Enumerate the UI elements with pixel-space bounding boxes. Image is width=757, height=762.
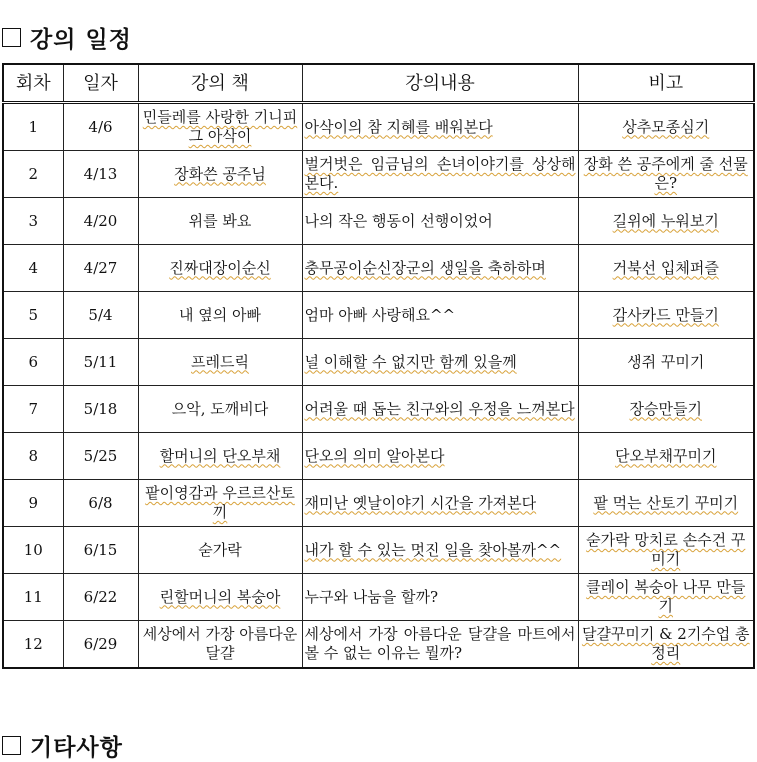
session-number: 12	[3, 621, 63, 669]
table-row	[3, 433, 754, 480]
lecture-content: 누구와 나눔을 할까?	[302, 574, 578, 621]
table-row	[3, 621, 754, 669]
table-row	[3, 292, 754, 339]
session-number: 11	[3, 574, 63, 621]
note-activity: 팥 먹는 산토기 꾸미기	[578, 480, 754, 527]
lecture-content: 엄마 아빠 사랑해요^^	[302, 292, 578, 339]
session-number: 1	[3, 103, 63, 151]
table-row	[3, 527, 754, 574]
checkbox-square-icon	[2, 28, 21, 47]
lecture-content: 세상에서 가장 아름다운 달걀을 마트에서 볼 수 없는 이유는 뭘까?	[302, 621, 578, 669]
column-header-session: 회차	[3, 64, 63, 103]
other-heading	[2, 731, 123, 759]
book-title: 팥이영감과 우르르산토끼	[138, 480, 302, 527]
note-activity: 장화 쓴 공주에게 줄 선물은?	[578, 151, 754, 198]
table-header-row	[3, 64, 754, 103]
schedule-heading-text: 강의 일정	[30, 26, 132, 53]
table-body	[3, 103, 754, 669]
session-date: 6/8	[63, 480, 138, 527]
book-title: 장화쓴 공주님	[138, 151, 302, 198]
lecture-content: 어려울 때 돕는 친구와의 우정을 느껴본다	[302, 386, 578, 433]
checkbox-square-icon	[2, 736, 21, 755]
book-title: 진짜대장이순신	[138, 245, 302, 292]
book-title: 민들레를 사랑한 기니피그 아삭이	[138, 103, 302, 151]
book-title: 숟가락	[138, 527, 302, 574]
note-activity: 거북선 입체퍼즐	[578, 245, 754, 292]
session-number: 8	[3, 433, 63, 480]
session-number: 7	[3, 386, 63, 433]
lecture-content: 널 이해할 수 없지만 함께 있을께	[302, 339, 578, 386]
lecture-content: 아삭이의 참 지혜를 배워본다	[302, 103, 578, 151]
table-row	[3, 245, 754, 292]
column-header-date: 일자	[63, 64, 138, 103]
session-number: 10	[3, 527, 63, 574]
book-title: 내 옆의 아빠	[138, 292, 302, 339]
note-activity: 감사카드 만들기	[578, 292, 754, 339]
table-row	[3, 151, 754, 198]
column-header-content: 강의내용	[302, 64, 578, 103]
session-number: 9	[3, 480, 63, 527]
lecture-content: 단오의 의미 알아본다	[302, 433, 578, 480]
session-date: 6/22	[63, 574, 138, 621]
session-date: 4/27	[63, 245, 138, 292]
table-row	[3, 386, 754, 433]
note-activity: 길위에 누워보기	[578, 198, 754, 245]
column-header-book: 강의 책	[138, 64, 302, 103]
lecture-content: 벌거벗은 임금님의 손녀이야기를 상상해본다.	[302, 151, 578, 198]
table-row	[3, 198, 754, 245]
note-activity: 단오부채꾸미기	[578, 433, 754, 480]
session-number: 5	[3, 292, 63, 339]
book-title: 린할머니의 복숭아	[138, 574, 302, 621]
lecture-content: 재미난 옛날이야기 시간을 가져본다	[302, 480, 578, 527]
lecture-content: 나의 작은 행동이 선행이었어	[302, 198, 578, 245]
session-date: 5/11	[63, 339, 138, 386]
table-row	[3, 480, 754, 527]
note-activity: 상추모종심기	[578, 103, 754, 151]
book-title: 위를 봐요	[138, 198, 302, 245]
note-activity: 숟가락 망치로 손수건 꾸미기	[578, 527, 754, 574]
note-activity: 달걀꾸미기 & 2기수업 총정리	[578, 621, 754, 669]
table-row	[3, 103, 754, 151]
note-activity: 생쥐 꾸미기	[578, 339, 754, 386]
session-number: 4	[3, 245, 63, 292]
book-title: 세상에서 가장 아름다운 달걀	[138, 621, 302, 669]
lecture-content: 내가 할 수 있는 멋진 일을 찾아볼까^^	[302, 527, 578, 574]
session-date: 5/4	[63, 292, 138, 339]
other-heading-text: 기타사항	[30, 734, 123, 761]
session-date: 5/25	[63, 433, 138, 480]
table-row	[3, 339, 754, 386]
schedule-heading	[2, 23, 132, 51]
session-number: 2	[3, 151, 63, 198]
session-number: 3	[3, 198, 63, 245]
session-date: 6/15	[63, 527, 138, 574]
session-number: 6	[3, 339, 63, 386]
table-row	[3, 574, 754, 621]
session-date: 4/20	[63, 198, 138, 245]
note-activity: 클레이 복숭아 나무 만들기	[578, 574, 754, 621]
column-header-note: 비고	[578, 64, 754, 103]
book-title: 으악, 도깨비다	[138, 386, 302, 433]
session-date: 4/6	[63, 103, 138, 151]
book-title: 프레드릭	[138, 339, 302, 386]
session-date: 4/13	[63, 151, 138, 198]
note-activity: 장승만들기	[578, 386, 754, 433]
schedule-table	[2, 63, 755, 669]
lecture-content: 충무공이순신장군의 생일을 축하하며	[302, 245, 578, 292]
book-title: 할머니의 단오부채	[138, 433, 302, 480]
session-date: 6/29	[63, 621, 138, 669]
session-date: 5/18	[63, 386, 138, 433]
